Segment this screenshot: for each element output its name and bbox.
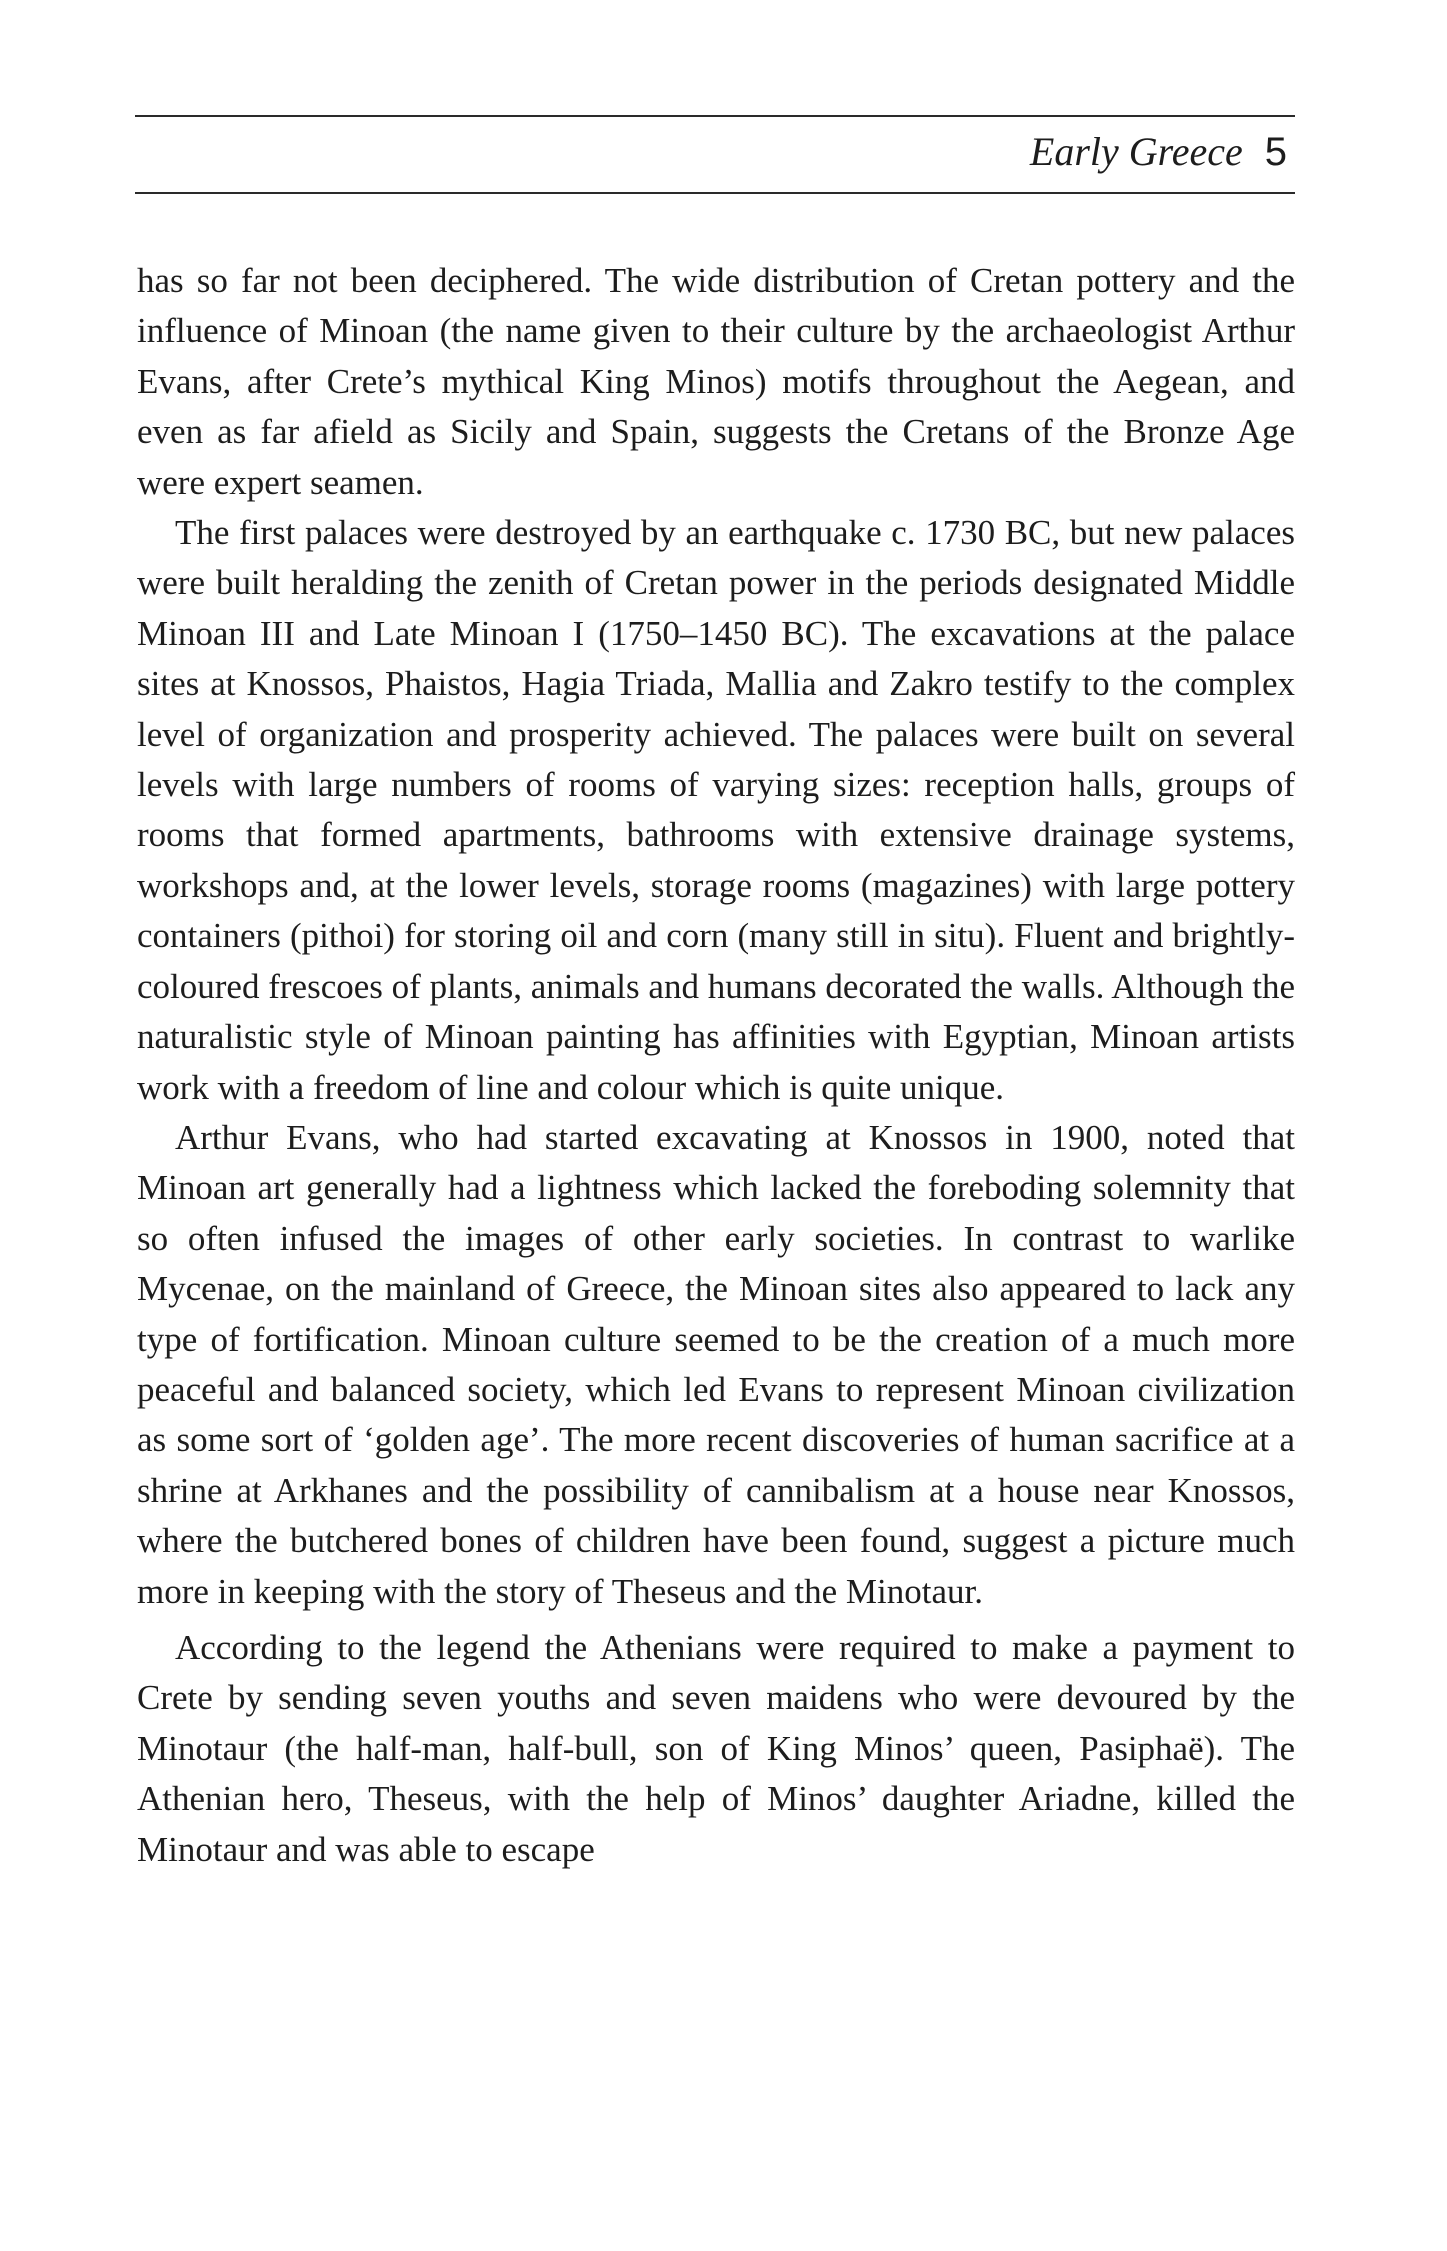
- page-number: 5: [1264, 130, 1287, 174]
- paragraph-2: The first palaces were destroyed by an earthquake c. 1730 BC, but new palaces were built heralding the zenith of Cretan power in the periods designated Middle Minoan III and Late Minoan I (1750–1450 BC). The excavations at the palace sites at Knossos, Phaistos, Hagia Triada, Mallia and Zakro testify to the complex level of organization and prosperity achieved. The palaces were built on several levels with large numbers of rooms of varying sizes: reception halls, groups of rooms that formed apartments, bathrooms with extensive drainage systems, workshops and, at the lower levels, storage rooms (magazines) with large pottery containers (pithoi) for storing oil and corn (many still in situ). Fluent and brightly-coloured frescoes of plants, animals and humans decorated the walls. Although the naturalistic style of Minoan painting has affinities with Egyptian, Minoan artists work with a freedom of line and colour which is quite unique.: [137, 513, 1295, 1107]
- body-text: [137, 256, 1295, 1875]
- running-head: [1030, 128, 1287, 176]
- header-rule-top: [135, 115, 1295, 117]
- paragraph-3: Arthur Evans, who had started excavating at Knossos in 1900, noted that Minoan art generally had a lightness which lacked the foreboding solemnity that so often infused the images of other early societies. In contrast to warlike Mycenae, on the mainland of Greece, the Minoan sites also appeared to lack any type of fortification. Minoan culture seemed to be the creation of a much more peaceful and balanced society, which led Evans to represent Minoan civilization as some sort of ‘golden age’. The more recent discoveries of human sacrifice at a shrine at Arkhanes and the possibility of cannibalism at a house near Knossos, where the butchered bones of children have been found, suggest a picture much more in keeping with the story of Theseus and the Minotaur.: [137, 1117, 1295, 1611]
- running-title: Early Greece: [1029, 129, 1243, 174]
- paragraph-1: has so far not been deciphered. The wide distribution of Cretan pottery and the influence of Minoan (the name given to their culture by the archaeologist Arthur Evans, after Crete’s mythical King Minos) motifs throughout the Aegean, and even as far afield as Sicily and Spain, suggests the Cretans of the Bronze Age were expert seamen.: [137, 261, 1295, 502]
- header-rule-bottom: [135, 192, 1295, 194]
- paragraph-4: According to the legend the Athenians were required to make a payment to Crete by sending seven youths and seven maidens who were devoured by the Minotaur (the half-man, half-bull, son of King Minos’ queen, Pasiphaë). The Athenian hero, Theseus, with the help of Minos’ daughter Ariadne, killed the Minotaur and was able to escape: [137, 1627, 1295, 1869]
